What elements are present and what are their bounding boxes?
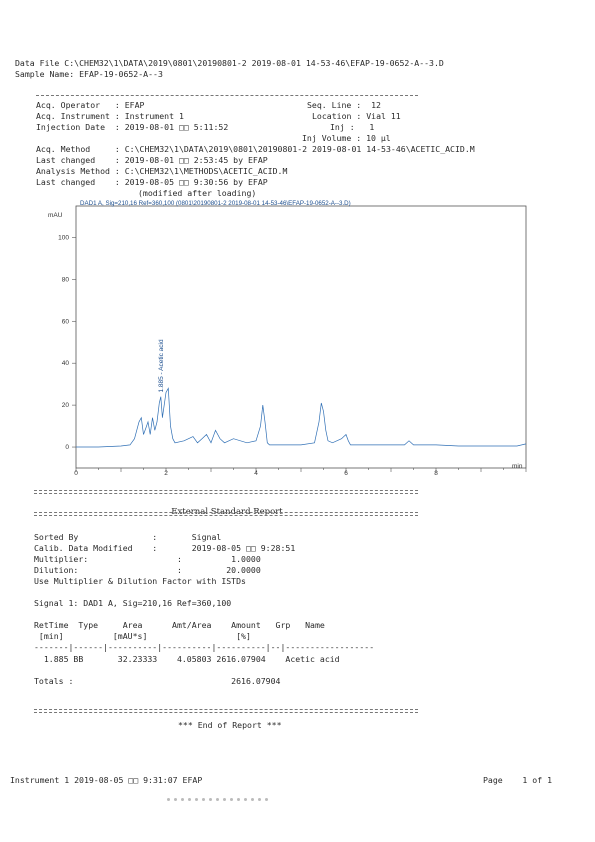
sample-name-line: Sample Name: EFAP-19-0652-A--3 (15, 69, 163, 79)
x-tick-label: 2 (164, 470, 168, 476)
dilution: Dilution: : 20.0000 (34, 565, 261, 575)
footer-page: Page 1 of 1 (483, 775, 553, 785)
y-tick-label: 40 (61, 360, 69, 368)
location: Location : Vial 11 (312, 111, 401, 121)
use-multiplier: Use Multiplier & Dilution Factor with ISTDs (34, 576, 246, 586)
divider (34, 709, 418, 710)
x-tick-label: 8 (434, 470, 438, 476)
divider (34, 712, 418, 713)
plot-frame (76, 206, 526, 468)
injection-date: Injection Date : 2019-08-01 □□ 5:11:52 (36, 122, 229, 132)
last-changed-method: Last changed : 2019-08-01 □□ 2:53:45 by EFAP (36, 155, 268, 165)
table-units: [min] [mAU*s] [%] (34, 631, 251, 641)
inj: Inj : 1 (330, 122, 375, 132)
divider (36, 95, 418, 96)
x-tick-label: 6 (344, 470, 348, 476)
modified-note: (modified after loading) (138, 188, 257, 198)
sorted-by: Sorted By : Signal (34, 532, 222, 542)
totals: Totals : 2616.07904 (34, 676, 281, 686)
report-title: External Standard Report (171, 507, 283, 517)
acq-operator: Acq. Operator : EFAP (36, 100, 145, 110)
table-row: 1.885 BB 32.23333 4.05803 2616.07904 Acetic acid (34, 654, 340, 664)
divider (34, 512, 418, 513)
y-tick-label: 20 (61, 402, 69, 410)
y-tick-label: 0 (65, 444, 69, 452)
x-tick-label: 4 (254, 470, 258, 476)
divider (34, 490, 418, 491)
x-axis-label: min (512, 463, 523, 470)
chromatogram (30, 198, 530, 476)
y-tick-label: 100 (58, 234, 69, 242)
end-of-report: *** End of Report *** (178, 720, 282, 730)
table-header: RetTime Type Area Amt/Area Amount Grp Name (34, 620, 325, 630)
signal-line: Signal 1: DAD1 A, Sig=210,16 Ref=360,100 (34, 598, 232, 608)
scan-noise (165, 786, 270, 805)
multiplier: Multiplier: : 1.0000 (34, 554, 261, 564)
seq-line: Seq. Line : 12 (307, 100, 381, 110)
x-tick-label: 0 (74, 470, 78, 476)
acq-method: Acq. Method : C:\CHEM32\1\DATA\2019\0801\20190801-2 2019-08-01 14-53-46\ACETIC_ACID.M (36, 144, 475, 154)
peak-label: 1.885 - Acetic acid (157, 339, 165, 393)
divider (34, 493, 418, 494)
acq-instrument: Acq. Instrument : Instrument 1 (36, 111, 184, 121)
inj-volume: Inj Volume : 10 µl (302, 133, 391, 143)
y-tick-label: 60 (61, 318, 69, 326)
last-changed-analysis: Last changed : 2019-08-05 □□ 9:30:56 by EFAP (36, 177, 268, 187)
table-separator: -------|------|----------|----------|----------|--|------------------ (34, 642, 375, 652)
data-file-line: Data File C:\CHEM32\1\DATA\2019\0801\20190801-2 2019-08-01 14-53-46\EFAP-19-0652-A--3.D (15, 58, 444, 68)
calib-modified: Calib. Data Modified : 2019-08-05 □□ 9:28:51 (34, 543, 296, 553)
divider (34, 515, 418, 516)
analysis-method: Analysis Method : C:\CHEM32\1\METHODS\ACETIC_ACID.M (36, 166, 288, 176)
y-tick-label: 80 (61, 276, 69, 284)
y-axis-label: mAU (48, 212, 63, 219)
chart-title: DAD1 A, Sig=210,16 Ref=360,100 (0801\20190801-2 2019-08-01 14-53-46\EFAP-19-0652-A--3.D) (80, 200, 351, 207)
footer-instrument: Instrument 1 2019-08-05 □□ 9:31:07 EFAP (10, 775, 203, 785)
